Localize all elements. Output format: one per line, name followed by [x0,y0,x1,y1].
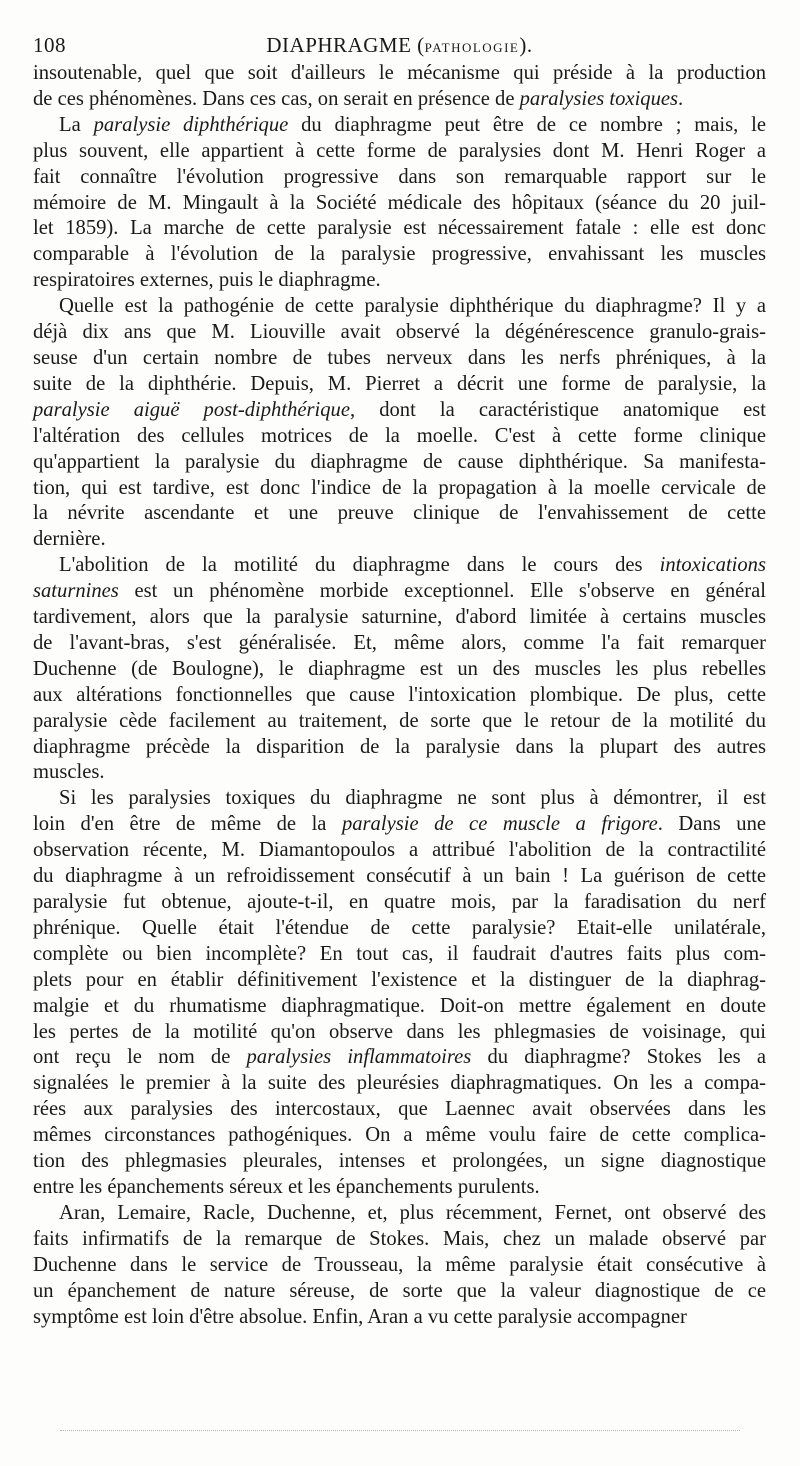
text-line [33,1045,766,1071]
text-run: rées aux paralysies des intercostaux, que Laennec avait observées dans les [33,1098,766,1121]
text-run: loin d'en être de même de la [33,813,342,836]
text-line [33,191,766,217]
text-run: Quelle est la pathogénie de cette paralysie diphthérique du diaphragme? Il y a [59,295,766,318]
text-run: de ces phénomènes. Dans ces cas, on serait en présence de [33,87,520,110]
text-line [33,1253,766,1279]
text-run: symptôme est loin d'être absolue. Enfin, Aran a vu cette paralysie accompagner [33,1305,687,1328]
text-line [33,605,766,631]
text-run: de l'avant-bras, s'est généralisée. Et, même alors, comme l'a fait remarquer [33,631,766,654]
text-run: dernière. [33,528,106,551]
paragraph [33,786,766,1201]
text-run: tardivement, alors que la paralysie saturnine, d'abord limitée à certains muscles [33,606,766,629]
text-line [33,1149,766,1175]
text-line [33,683,766,709]
text-line [33,450,766,476]
text-run: aux altérations fonctionnelles que cause l'intoxication plombique. De plus, cette [33,683,766,706]
text-run: L'abolition de la motilité du diaphragme dans le cours des [59,554,660,577]
text-run: muscles. [33,761,105,784]
paragraph [33,1201,766,1331]
text-run: du diaphragme? Stokes les a [471,1046,766,1069]
text-line [33,61,766,87]
text-line [33,216,766,242]
text-line [33,1071,766,1097]
text-line [33,242,766,268]
text-run: la névrite ascendante et une preuve clinique de l'envahissement de cette [33,502,766,525]
italic-term: paralysies inflammatoires [246,1046,472,1069]
text-line [33,709,766,735]
text-run: paralysie cède facilement au traitement, de sorte que le retour de la motilité du [33,709,766,732]
text-line [33,735,766,761]
text-run: plets pour en établir définitivement l'existence et la distinguer de la diaphrag- [33,968,766,991]
text-run: les pertes de la motilité qu'on observe dans les phlegmasies de voisinage, qui [33,1020,766,1043]
italic-term: paralysie de ce muscle a frigore [341,813,658,836]
text-line [33,994,766,1020]
text-line [33,812,766,838]
text-line [33,1305,766,1331]
text-line [33,1020,766,1046]
text-line [33,1123,766,1149]
text-line [33,113,766,139]
text-run: est un phénomène morbide exceptionnel. Elle s'observe en général [118,580,766,603]
text-line [33,864,766,890]
text-run: mêmes circonstances pathogéniques. On a même voulu faire de cette complica- [33,1124,766,1147]
text-line [33,968,766,994]
footer-rule [60,1430,740,1431]
text-line [33,890,766,916]
text-line [33,838,766,864]
text-run: paralysie fut obtenue, ajoute-t-il, en quatre mois, par la faradisation du nerf [33,891,766,913]
italic-term: saturnines [33,580,119,603]
text-line [33,1227,766,1253]
text-run: respiratoires externes, puis le diaphragme. [33,269,381,292]
text-run: phrénique. Quelle était l'étendue de cette paralysie? Etait-elle unilatérale, [33,916,766,939]
text-line [33,1279,766,1305]
text-run: tion des phlegmasies pleurales, intenses et prolongées, un signe diagnostique [33,1150,766,1173]
text-line [33,942,766,968]
paragraph [33,294,766,553]
text-run: observation récente, M. Diamantopoulos a attribué l'abolition de la contractilité [33,839,766,862]
running-title-main: DIAPHRAGME [266,32,412,57]
text-run: . Dans une [657,813,767,836]
text-line [33,139,766,165]
italic-term: paralysie aiguë post-diphthérique [33,398,350,421]
italic-term: paralysie diphthérique [93,113,289,136]
text-run: malgie et du rhumatisme diaphragmatique. Doit-on mettre également en doute [33,994,766,1017]
text-run: ont reçu le nom de [33,1046,247,1069]
body-text [33,61,766,1330]
text-run: du diaphragme à un refroidissement consécutif à un bain ! La guérison de cette [33,865,766,888]
paragraph [33,61,766,113]
italic-term: paralysies toxiques [519,87,679,110]
text-run: l'altération des cellules motrices de la moelle. C'est à cette forme clinique [33,424,766,447]
text-run: entre les épanchements séreux et les épanchements purulents. [33,1175,540,1198]
text-line [33,165,766,191]
text-run: Duchenne (de Boulogne), le diaphragme est un des muscles les plus rebelles [33,657,766,680]
text-line [33,786,766,812]
text-run: signalées le premier à la suite des pleurésies diaphragmatiques. On les a compa- [33,1072,766,1095]
text-line [33,268,766,294]
text-run: , dont la caractéristique anatomique est [349,398,766,421]
text-line [33,657,766,683]
text-line [33,294,766,320]
text-run: qu'appartient la paralysie du diaphragme de cause diphthérique. Sa manifesta- [33,450,766,473]
text-line [33,916,766,942]
text-run: insoutenable, quel que soit d'ailleurs le mécanisme qui préside à la production [33,62,766,84]
paragraph [33,113,766,294]
text-run: seuse d'un certain nombre de tubes nerveux dans les nerfs phréniques, à la [33,346,766,369]
text-line [33,87,766,113]
text-line [33,1201,766,1227]
text-line [33,631,766,657]
text-run: fait connaître l'évolution progressive dans son remarquable rapport sur le [33,165,766,188]
text-run: faits infirmatifs de la remarque de Stokes. Mais, chez un malade observé par [33,1227,766,1250]
text-line [33,501,766,527]
text-run: Aran, Lemaire, Racle, Duchenne, et, plus récemment, Fernet, ont observé des [59,1201,766,1224]
text-line [33,346,766,372]
text-run: plus souvent, elle appartient à cette forme de paralysies dont M. Henri Roger a [33,139,766,162]
text-line [33,372,766,398]
text-run: du diaphragme peut être de ce nombre ; mais, le [288,113,766,136]
text-line [33,476,766,502]
text-line [33,1097,766,1123]
text-line [33,424,766,450]
text-run: Duchenne dans le service de Trousseau, la même paralysie était consécutive à [33,1253,766,1276]
text-run: un épanchement de nature séreuse, de sorte que la valeur diagnostique de ce [33,1279,766,1302]
text-run: . [678,87,684,110]
text-line [33,320,766,346]
text-run: La [59,113,94,136]
text-run: let 1859). La marche de cette paralysie est nécessairement fatale : elle est donc [33,217,766,240]
text-run: complète ou bien incomplète? En tout cas, il faudrait d'autres faits plus com- [33,942,766,965]
text-line [33,527,766,553]
text-line [33,553,766,579]
running-header [33,28,766,62]
text-run: déjà dix ans que M. Liouville avait observé la dégénérescence granulo-grais- [33,321,766,344]
running-title-sub: PATHOLOGIE [424,39,520,55]
text-line [33,1175,766,1201]
page-number: 108 [33,32,66,57]
text-line [33,760,766,786]
paragraph [33,553,766,786]
text-line [33,579,766,605]
italic-term: intoxications [659,554,766,577]
text-run: suite de la diphthérie. Depuis, M. Pierret a décrit une forme de paralysie, la [33,372,766,395]
text-line [33,398,766,424]
text-run: tion, qui est tardive, est donc l'indice de la propagation à la moelle cervicale de [33,476,766,499]
running-title: DIAPHRAGME (PATHOLOGIE). [266,32,533,57]
text-run: comparable à l'évolution de la paralysie progressive, envahissant les muscles [33,243,766,266]
text-run: diaphragme précède la disparition de la paralysie dans la plupart des autres [33,735,766,758]
text-run: Si les paralysies toxiques du diaphragme ne sont plus à démontrer, il est [59,787,766,810]
text-run: mémoire de M. Mingault à la Société médicale des hôpitaux (séance du 20 juil- [33,191,766,214]
